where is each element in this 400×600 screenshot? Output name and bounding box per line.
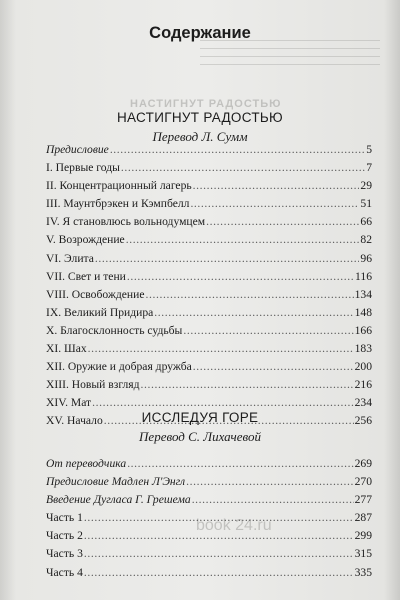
toc-entry-title: VI. Элита bbox=[46, 251, 94, 265]
toc-entry bbox=[46, 215, 372, 233]
toc-entry-title: Часть 1 bbox=[46, 511, 83, 525]
toc-entry bbox=[46, 324, 372, 342]
toc-entry-title: III. Маунтбрэкен и Кэмпбелл bbox=[46, 197, 190, 211]
toc-entry-page: 5 bbox=[366, 143, 372, 156]
dot-leader bbox=[92, 396, 353, 409]
dot-leader bbox=[193, 179, 360, 192]
toc-entry-title: XV. Начало bbox=[46, 414, 103, 428]
toc-entry-page: 66 bbox=[360, 215, 372, 229]
toc-entry-title: I. Первые годы bbox=[46, 161, 120, 175]
show-through-line bbox=[200, 56, 380, 57]
toc-entry-page: 200 bbox=[354, 360, 372, 374]
dot-leader bbox=[84, 547, 354, 560]
toc-entry-title: XII. Оружие и добрая дружба bbox=[46, 360, 192, 374]
toc-entry-title: V. Возрождение bbox=[46, 233, 125, 247]
toc-entry-page: 29 bbox=[360, 179, 372, 193]
toc-entry bbox=[46, 529, 372, 547]
toc-entry-page: 148 bbox=[354, 305, 372, 319]
dot-leader bbox=[154, 306, 353, 319]
toc-entry-page: 256 bbox=[354, 414, 372, 428]
toc-entry-title: Часть 2 bbox=[46, 529, 83, 543]
dot-leader bbox=[88, 342, 354, 355]
dot-leader bbox=[95, 252, 360, 265]
toc-entry-title: XI. Шах bbox=[46, 342, 87, 356]
toc-entry-page: 216 bbox=[354, 378, 372, 392]
toc-entry bbox=[46, 161, 372, 179]
toc-entry-page: 335 bbox=[354, 565, 372, 579]
toc-entry-page: 234 bbox=[354, 396, 372, 410]
toc-entry bbox=[46, 378, 372, 396]
toc-entry-page: 96 bbox=[360, 251, 372, 265]
toc-entry bbox=[46, 179, 372, 197]
dot-leader bbox=[121, 161, 365, 174]
dot-leader bbox=[110, 143, 365, 156]
toc-entry bbox=[46, 233, 372, 251]
section-title: НАСТИГНУТ РАДОСТЬЮ bbox=[117, 110, 283, 125]
dot-leader bbox=[186, 475, 354, 488]
toc-entry bbox=[46, 547, 372, 565]
toc-entry-title: Предисловие bbox=[46, 143, 109, 156]
dot-leader bbox=[84, 566, 354, 579]
toc-entry-page: 269 bbox=[354, 457, 372, 470]
toc-entry-title: Предисловие Мадлен Л'Энгл bbox=[46, 475, 186, 489]
toc-entry bbox=[46, 511, 372, 529]
page-title: Содержание bbox=[149, 24, 251, 42]
dot-leader bbox=[183, 324, 353, 337]
toc-list bbox=[46, 457, 372, 584]
section-subtitle: Перевод С. Лихачевой bbox=[139, 429, 261, 444]
toc-entry-title: IV. Я становлюсь вольнодумцем bbox=[46, 215, 206, 229]
toc-entry bbox=[46, 306, 372, 324]
toc-entry-title: Часть 4 bbox=[46, 565, 83, 579]
toc-entry-title: VII. Свет и тени bbox=[46, 269, 126, 283]
toc-entry-page: 183 bbox=[354, 342, 372, 356]
toc-entry-page: 7 bbox=[366, 161, 372, 175]
dot-leader bbox=[145, 288, 353, 301]
dot-leader bbox=[84, 529, 354, 542]
dot-leader bbox=[126, 233, 360, 246]
toc-entry-page: 270 bbox=[354, 475, 372, 489]
show-through-title: НАСТИГНУТ РАДОСТЬЮ bbox=[130, 98, 282, 110]
toc-entry bbox=[46, 270, 372, 288]
toc-entry bbox=[46, 566, 372, 584]
toc-entry bbox=[46, 342, 372, 360]
toc-entry bbox=[46, 493, 372, 511]
toc-entry-page: 277 bbox=[354, 493, 372, 507]
section-title: ИССЛЕДУЯ ГОРЕ bbox=[141, 410, 259, 425]
toc-entry bbox=[46, 197, 372, 215]
toc-list bbox=[46, 143, 372, 433]
toc-entry bbox=[46, 288, 372, 306]
toc-entry-title: IX. Великий Придира bbox=[46, 305, 154, 319]
toc-entry-title: Введение Дугласа Г. Грешема bbox=[46, 493, 191, 507]
dot-leader bbox=[192, 493, 354, 506]
toc-entry-title: VIII. Освобождение bbox=[46, 287, 145, 301]
dot-leader bbox=[190, 197, 359, 210]
toc-entry-page: 51 bbox=[360, 197, 372, 211]
toc-entry-page: 166 bbox=[354, 323, 372, 337]
dot-leader bbox=[127, 270, 354, 283]
toc-entry-title: От переводчика bbox=[46, 457, 127, 470]
dot-leader bbox=[84, 511, 354, 524]
dot-leader bbox=[206, 215, 359, 228]
toc-entry-page: 315 bbox=[354, 547, 372, 561]
toc-entry bbox=[46, 252, 372, 270]
toc-entry-title: XIV. Мат bbox=[46, 396, 92, 410]
show-through-line bbox=[200, 48, 380, 49]
dot-leader bbox=[141, 378, 354, 391]
toc-entry-page: 287 bbox=[354, 511, 372, 525]
toc-entry-title: II. Концентрационный лагерь bbox=[46, 179, 192, 193]
toc-entry-page: 134 bbox=[354, 287, 372, 301]
show-through-footer: book 24.ru bbox=[196, 517, 272, 534]
dot-leader bbox=[193, 360, 354, 373]
toc-entry-title: XIII. Новый взгляд bbox=[46, 378, 140, 392]
toc-entry bbox=[46, 360, 372, 378]
show-through-line bbox=[200, 64, 380, 65]
toc-entry-title: X. Благосклонность судьбы bbox=[46, 323, 183, 337]
toc-entry-page: 299 bbox=[354, 529, 372, 543]
toc-entry bbox=[46, 475, 372, 493]
section-subtitle: Перевод Л. Сумм bbox=[152, 129, 248, 144]
toc-entry bbox=[46, 143, 372, 161]
toc-entry-page: 82 bbox=[360, 233, 372, 247]
dot-leader bbox=[127, 457, 353, 470]
toc-entry bbox=[46, 457, 372, 475]
toc-entry-page: 116 bbox=[355, 269, 372, 283]
toc-entry-title: Часть 3 bbox=[46, 547, 83, 561]
